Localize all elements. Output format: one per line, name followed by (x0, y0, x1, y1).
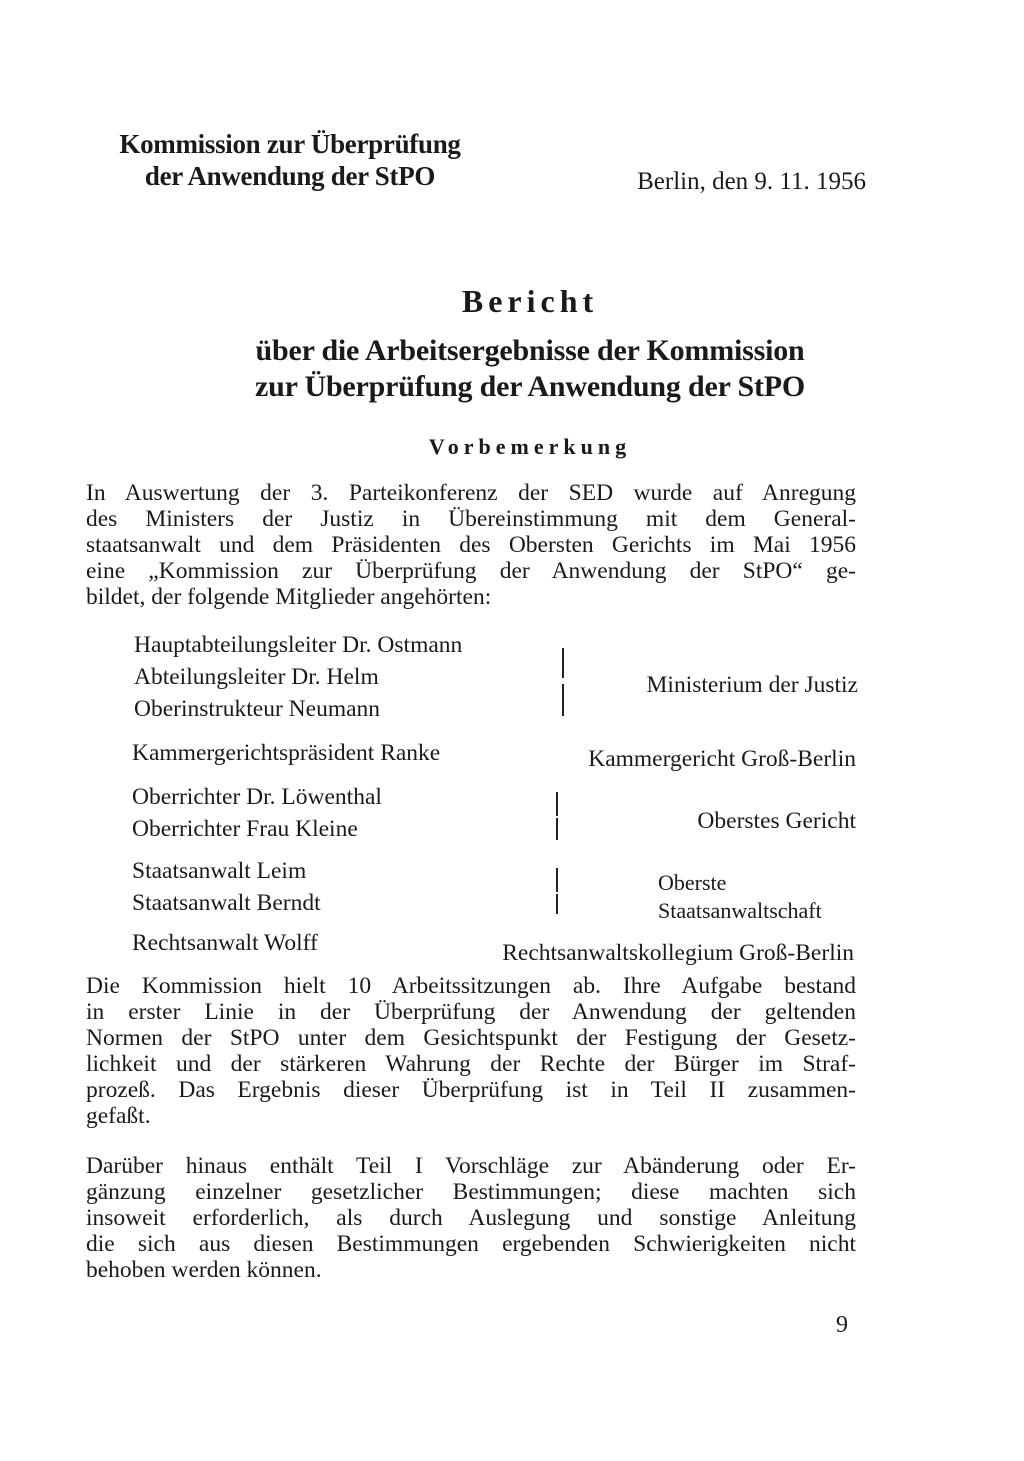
commission-header (60, 128, 520, 192)
paragraph-line: prozeß. Das Ergebnis dieser Überprüfung ist in Teil II zusammen- (86, 1077, 856, 1103)
paragraph-line: staatsanwalt und dem Präsidenten des Obersten Gerichts im Mai 1956 (86, 532, 856, 558)
member-name: Oberinstrukteur Neumann (134, 696, 381, 722)
member-name: Oberrichter Frau Kleine (132, 816, 358, 842)
member-institution-line-1: Oberste (658, 870, 727, 895)
paragraph-line: bildet, der folgende Mitglieder angehörten: (86, 584, 492, 610)
paragraph-line: die sich aus diesen Bestimmungen ergebenden Schwierigkeiten nicht (86, 1231, 856, 1257)
member-name: Staatsanwalt Leim (132, 858, 307, 884)
member-name: Kammergerichtspräsident Ranke (132, 740, 441, 766)
group-brace (556, 818, 558, 840)
commission-line-2: der Anwendung der StPO (144, 161, 436, 191)
page-number: 9 (836, 1312, 848, 1338)
group-brace (556, 894, 558, 914)
member-name: Rechtsanwalt Wolff (132, 930, 318, 956)
paragraph-line: in erster Linie in der Überprüfung der Anwendung der geltenden (86, 999, 856, 1025)
paragraph-line: gefaßt. (86, 1103, 151, 1129)
member-name: Staatsanwalt Berndt (132, 890, 321, 916)
place-date: Berlin, den 9. 11. 1956 (637, 168, 866, 195)
member-institution: Ministerium der Justiz (646, 672, 858, 698)
report-subtitle-line-1: über die Arbeitsergebnisse der Kommission (255, 334, 805, 367)
member-institution: Oberstes Gericht (697, 808, 856, 834)
paragraph-line: behoben werden können. (86, 1257, 322, 1283)
section-heading: Vorbemerkung (428, 434, 632, 459)
paragraph-line: des Ministers der Justiz in Übereinstimmung mit dem General- (86, 506, 856, 532)
member-name: Oberrichter Dr. Löwenthal (132, 784, 382, 810)
member-institution: Kammergericht Groß-Berlin (588, 746, 856, 772)
paragraph-line: Normen der StPO unter dem Gesichtspunkt der Festigung der Gesetz- (86, 1025, 856, 1051)
member-name: Abteilungsleiter Dr. Helm (134, 664, 379, 690)
paragraph-line: insoweit erforderlich, als durch Auslegung und sonstige Anleitung (86, 1205, 856, 1231)
paragraph-intro (86, 480, 856, 610)
member-institution: Rechtsanwaltskollegium Groß-Berlin (502, 940, 854, 966)
group-brace (556, 868, 558, 892)
group-brace (556, 792, 558, 816)
commission-line-1: Kommission zur Überprüfung (119, 129, 461, 159)
paragraph-line: eine „Kommission zur Überprüfung der Anwendung der StPO“ ge- (86, 558, 856, 584)
paragraph-sessions (86, 973, 856, 1129)
group-brace (562, 648, 564, 678)
group-brace (562, 684, 564, 716)
member-institution-line-2: Staatsanwaltschaft (658, 898, 822, 923)
paragraph-line: gänzung einzelner gesetzlicher Bestimmungen; diese machten sich (86, 1179, 856, 1205)
paragraph-line: Die Kommission hielt 10 Arbeitssitzungen ab. Ihre Aufgabe bestand (86, 973, 856, 999)
paragraph-line: lichkeit und der stärkeren Wahrung der Rechte der Bürger im Straf- (86, 1051, 856, 1077)
member-name: Hauptabteilungsleiter Dr. Ostmann (134, 632, 463, 658)
paragraph-line: In Auswertung der 3. Parteikonferenz der SED wurde auf Anregung (86, 480, 856, 506)
paragraph-proposals (86, 1153, 856, 1283)
paragraph-line: Darüber hinaus enthält Teil I Vorschläge zur Abänderung oder Er- (86, 1153, 856, 1179)
report-subtitle-line-2: zur Überprüfung der Anwendung der StPO (255, 370, 805, 403)
report-title: Bericht (461, 283, 599, 319)
